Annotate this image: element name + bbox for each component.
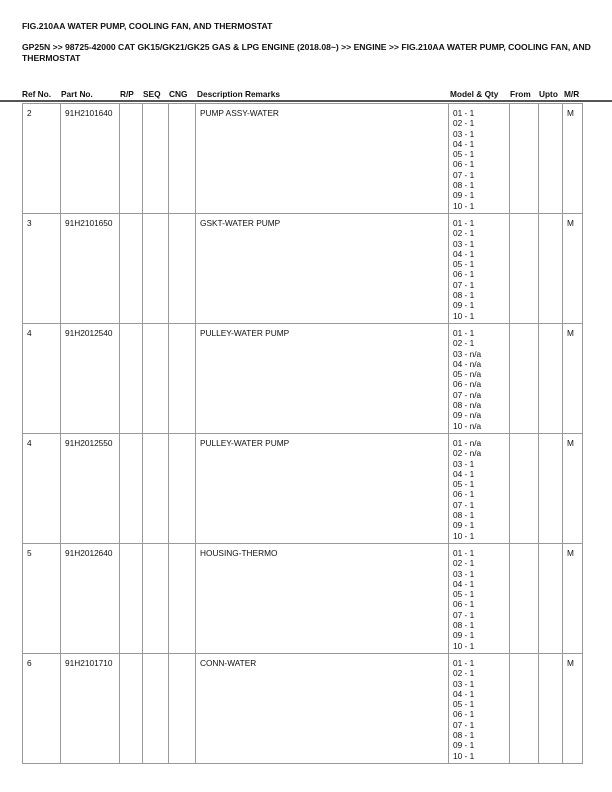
mr-cell: M	[563, 434, 583, 544]
ref-cell: 2	[23, 104, 61, 214]
qty-line: 08 - 1	[453, 730, 475, 741]
qty-line: 03 - 1	[453, 238, 475, 249]
rp-cell	[120, 324, 143, 434]
mr-cell: M	[563, 104, 583, 214]
rp-cell	[120, 214, 143, 324]
header-rp: R/P	[120, 89, 134, 99]
from-cell	[510, 654, 539, 764]
qty-line: 10 - 1	[453, 640, 475, 651]
qty-line: 01 - 1	[453, 108, 475, 118]
qty-line: 03 - 1	[453, 568, 475, 579]
qty-cell	[449, 654, 510, 764]
qty-line: 01 - 1	[453, 218, 475, 228]
parts-table	[22, 103, 583, 764]
qty-line: 01 - 1	[453, 328, 475, 338]
qty-line: 07 - 1	[453, 169, 475, 180]
cng-cell	[169, 654, 196, 764]
header-part: Part No.	[61, 89, 93, 99]
qty-line: 09 - 1	[453, 520, 475, 531]
qty-line: 06 - n/a	[453, 379, 482, 390]
description-cell: PUMP ASSY-WATER	[196, 104, 449, 214]
cng-cell	[169, 104, 196, 214]
upto-cell	[539, 434, 563, 544]
part-no-cell: 91H2012540	[61, 324, 120, 434]
qty-line: 08 - 1	[453, 290, 475, 301]
table-header	[0, 89, 612, 99]
cng-cell	[169, 434, 196, 544]
from-cell	[510, 324, 539, 434]
qty-line: 06 - 1	[453, 159, 475, 170]
part-no-cell: 91H2101710	[61, 654, 120, 764]
qty-line: 03 - 1	[453, 678, 475, 689]
header-divider	[0, 100, 612, 102]
mr-cell: M	[563, 214, 583, 324]
qty-line: 02 - 1	[453, 558, 475, 569]
qty-line: 04 - 1	[453, 138, 475, 149]
seq-cell	[143, 104, 169, 214]
qty-line: 09 - 1	[453, 300, 475, 311]
qty-line: 04 - 1	[453, 578, 475, 589]
ref-cell: 4	[23, 434, 61, 544]
description-cell: CONN-WATER	[196, 654, 449, 764]
cng-cell	[169, 544, 196, 654]
qty-line: 05 - 1	[453, 149, 475, 160]
qty-line: 05 - n/a	[453, 369, 482, 380]
header-mr: M/R	[564, 89, 580, 99]
description-cell: PULLEY-WATER PUMP	[196, 434, 449, 544]
header-upto: Upto	[539, 89, 558, 99]
qty-line: 04 - 1	[453, 248, 475, 259]
header-desc: Description Remarks	[197, 89, 281, 99]
qty-line: 03 - 1	[453, 458, 475, 469]
qty-line: 06 - 1	[453, 489, 475, 500]
part-no-cell: 91H2101640	[61, 104, 120, 214]
qty-line: 10 - 1	[453, 750, 475, 761]
qty-cell	[449, 214, 510, 324]
qty-line: 07 - 1	[453, 609, 475, 620]
qty-cell	[449, 104, 510, 214]
seq-cell	[143, 214, 169, 324]
mr-cell: M	[563, 544, 583, 654]
from-cell	[510, 544, 539, 654]
header-seq: SEQ	[143, 89, 161, 99]
table-row	[23, 434, 583, 544]
mr-cell: M	[563, 654, 583, 764]
rp-cell	[120, 654, 143, 764]
qty-line: 10 - n/a	[453, 420, 482, 431]
header-cng: CNG	[169, 89, 188, 99]
qty-line: 09 - 1	[453, 740, 475, 751]
qty-line: 06 - 1	[453, 709, 475, 720]
qty-cell	[449, 324, 510, 434]
upto-cell	[539, 654, 563, 764]
qty-line: 05 - 1	[453, 589, 475, 600]
description-cell: HOUSING-THERMO	[196, 544, 449, 654]
part-no-cell: 91H2101650	[61, 214, 120, 324]
seq-cell	[143, 324, 169, 434]
qty-line: 05 - 1	[453, 699, 475, 710]
from-cell	[510, 434, 539, 544]
upto-cell	[539, 104, 563, 214]
rp-cell	[120, 434, 143, 544]
table-row	[23, 104, 583, 214]
breadcrumb: GP25N >> 98725-42000 CAT GK15/GK21/GK25 GAS & LPG ENGINE (2018.08~) >> ENGINE >> FIG.210AA WATER PUMP, COOLING FAN, AND THERMOSTAT	[22, 42, 591, 63]
table-row	[23, 214, 583, 324]
part-no-cell: 91H2012640	[61, 544, 120, 654]
qty-line: 08 - 1	[453, 620, 475, 631]
description-cell: GSKT-WATER PUMP	[196, 214, 449, 324]
rp-cell	[120, 544, 143, 654]
upto-cell	[539, 214, 563, 324]
from-cell	[510, 214, 539, 324]
qty-line: 07 - 1	[453, 279, 475, 290]
qty-line: 07 - 1	[453, 719, 475, 730]
table-row	[23, 654, 583, 764]
cng-cell	[169, 214, 196, 324]
qty-line: 10 - 1	[453, 530, 475, 541]
seq-cell	[143, 654, 169, 764]
qty-line: 10 - 1	[453, 310, 475, 321]
qty-line: 01 - n/a	[453, 438, 482, 448]
mr-cell: M	[563, 324, 583, 434]
qty-line: 01 - 1	[453, 548, 475, 558]
qty-cell	[449, 434, 510, 544]
qty-line: 06 - 1	[453, 269, 475, 280]
qty-line: 06 - 1	[453, 599, 475, 610]
header-ref: Ref No.	[22, 89, 52, 99]
qty-line: 03 - n/a	[453, 348, 482, 359]
qty-line: 05 - 1	[453, 479, 475, 490]
qty-line: 08 - n/a	[453, 400, 482, 411]
qty-line: 02 - 1	[453, 668, 475, 679]
description-cell: PULLEY-WATER PUMP	[196, 324, 449, 434]
qty-cell	[449, 544, 510, 654]
table-row	[23, 544, 583, 654]
qty-line: 07 - n/a	[453, 389, 482, 400]
qty-line: 04 - n/a	[453, 358, 482, 369]
table-row	[23, 324, 583, 434]
ref-cell: 6	[23, 654, 61, 764]
qty-line: 09 - 1	[453, 190, 475, 201]
qty-line: 02 - 1	[453, 118, 475, 129]
qty-line: 10 - 1	[453, 200, 475, 211]
qty-line: 07 - 1	[453, 499, 475, 510]
header-from: From	[510, 89, 531, 99]
qty-line: 03 - 1	[453, 128, 475, 139]
ref-cell: 4	[23, 324, 61, 434]
qty-line: 08 - 1	[453, 180, 475, 191]
cng-cell	[169, 324, 196, 434]
qty-line: 08 - 1	[453, 510, 475, 521]
qty-line: 05 - 1	[453, 259, 475, 270]
qty-line: 04 - 1	[453, 688, 475, 699]
ref-cell: 3	[23, 214, 61, 324]
header-qty: Model & Qty	[450, 89, 499, 99]
seq-cell	[143, 544, 169, 654]
qty-line: 02 - 1	[453, 228, 475, 239]
rp-cell	[120, 104, 143, 214]
qty-line: 04 - 1	[453, 468, 475, 479]
page-title: FIG.210AA WATER PUMP, COOLING FAN, AND THERMOSTAT	[22, 21, 273, 31]
ref-cell: 5	[23, 544, 61, 654]
from-cell	[510, 104, 539, 214]
qty-line: 01 - 1	[453, 658, 475, 668]
qty-line: 09 - n/a	[453, 410, 482, 421]
qty-line: 02 - 1	[453, 338, 475, 349]
part-no-cell: 91H2012550	[61, 434, 120, 544]
upto-cell	[539, 544, 563, 654]
seq-cell	[143, 434, 169, 544]
qty-line: 09 - 1	[453, 630, 475, 641]
qty-line: 02 - n/a	[453, 448, 482, 459]
upto-cell	[539, 324, 563, 434]
